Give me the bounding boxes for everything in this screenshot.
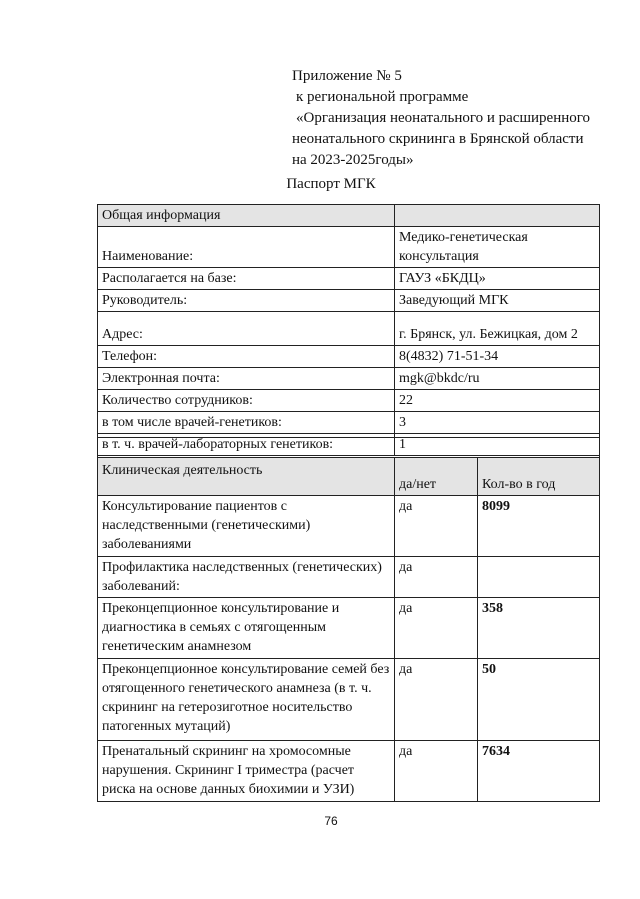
activity-yesno: да — [395, 598, 478, 659]
count-per-year-header: Кол-во в год — [478, 458, 600, 496]
activity-label: Консультирование пациентов с наследственными (генетическими) заболеваниями — [98, 496, 395, 557]
row-label: Наименование: — [98, 227, 395, 268]
row-label: Электронная почта: — [98, 368, 395, 390]
general-info-heading-blank — [395, 205, 600, 227]
clinical-activity-heading-text: Клиническая деятельность — [102, 463, 263, 478]
activity-count: 358 — [478, 598, 600, 659]
row-label: в том числе врачей-генетиков: — [98, 412, 395, 434]
activity-count: 8099 — [478, 496, 600, 557]
table-spacer-row — [98, 438, 600, 458]
activity-yesno: да — [395, 496, 478, 557]
row-value: ГАУЗ «БКДЦ» — [395, 268, 600, 290]
row-label: в т. ч. врачей-лабораторных генетиков: — [98, 434, 395, 456]
activity-count — [478, 557, 600, 598]
document-title: Паспорт МГК — [286, 176, 376, 192]
header-line-4: неонатального скрининга в Брянской области — [292, 131, 584, 147]
yes-no-header: да/нет — [395, 458, 478, 496]
header-line-1: Приложение № 5 — [292, 68, 402, 84]
row-label: Руководитель: — [98, 290, 395, 312]
activity-yesno: да — [395, 741, 478, 802]
header-line-3: «Организация неонатального и расширенного — [296, 110, 591, 126]
row-value: 8(4832) 71-51-34 — [395, 346, 600, 368]
row-label: Количество сотрудников: — [98, 390, 395, 412]
header-line-5: на 2023-2025годы» — [292, 152, 414, 168]
activity-yesno: да — [395, 659, 478, 741]
general-info-table — [97, 204, 600, 456]
row-value: г. Брянск, ул. Бежицкая, дом 2 — [395, 312, 600, 346]
activity-count: 7634 — [478, 741, 600, 802]
header-line-2: к региональной программе — [296, 89, 469, 105]
clinical-activity-heading — [98, 458, 395, 496]
appendix-header — [292, 66, 622, 171]
row-value: Заведующий МГК — [395, 290, 600, 312]
activity-yesno: да — [395, 557, 478, 598]
activity-label: Преконцепционное консультирование и диагностика в семьях с отягощенным генетическим анамнезом — [98, 598, 395, 659]
row-value: Медико-генетическая консультация — [395, 227, 600, 268]
general-info-heading: Общая информация — [98, 205, 395, 227]
row-value: mgk@bkdc/ru — [395, 368, 600, 390]
activity-label: Профилактика наследственных (генетических) заболеваний: — [98, 557, 395, 598]
row-value: 1 — [395, 434, 600, 456]
activity-label: Пренатальный скрининг на хромосомные нарушения. Скрининг I триместра (расчет риска на основе данных биохимии и УЗИ) — [98, 741, 395, 802]
activity-count: 50 — [478, 659, 600, 741]
activity-label: Преконцепционное консультирование семей без отягощенного генетического анамнеза (в т. ч. скрининг на гетерозиготное носительство патогенных мутаций) — [98, 659, 395, 741]
row-label: Располагается на базе: — [98, 268, 395, 290]
page-number: 76 — [324, 814, 338, 828]
row-value: 3 — [395, 412, 600, 434]
row-value: 22 — [395, 390, 600, 412]
row-label: Телефон: — [98, 346, 395, 368]
row-label: Адрес: — [98, 312, 395, 346]
clinical-activity-table — [97, 437, 600, 802]
